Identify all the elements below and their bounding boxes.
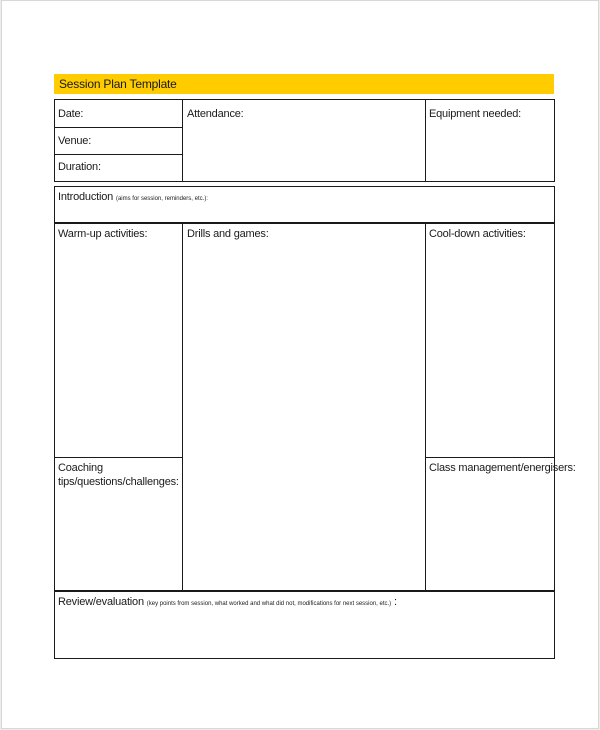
- warmup-bottom-line: [54, 457, 182, 458]
- review-hint: (key points from session, what worked and what did not, modifications for next session, etc.): [146, 601, 392, 607]
- activities-grid: [54, 223, 555, 591]
- class-management-label: Class management/energisers:: [429, 462, 576, 474]
- document-title: Session Plan Template: [59, 77, 177, 91]
- venue-label: Venue:: [58, 135, 92, 147]
- cooldown-label: Cool-down activities:: [429, 228, 526, 240]
- header-divider-1: [182, 99, 183, 182]
- review-label: [58, 595, 397, 611]
- activities-divider-1: [182, 223, 183, 591]
- title-bar: [54, 74, 554, 94]
- duration-label: Duration:: [58, 161, 101, 173]
- attendance-label: Attendance:: [187, 108, 244, 120]
- introduction-title: Introduction: [58, 191, 114, 203]
- document-page: [1, 0, 599, 729]
- drills-label: Drills and games:: [187, 228, 269, 240]
- review-suffix: :: [394, 596, 397, 608]
- coaching-label: Coaching tips/questions/challenges:: [58, 462, 179, 488]
- warmup-label: Warm-up activities:: [58, 228, 148, 240]
- header-row-line-2: [54, 154, 182, 155]
- introduction-hint: (aims for session, reminders, etc.):: [115, 196, 208, 202]
- introduction-label: [58, 190, 208, 206]
- header-row-line-1: [54, 127, 182, 128]
- equipment-label: Equipment needed:: [429, 108, 522, 120]
- date-label: Date:: [58, 108, 84, 120]
- activities-divider-2: [425, 223, 426, 591]
- cooldown-bottom-line: [425, 457, 555, 458]
- review-title: Review/evaluation: [58, 596, 144, 608]
- header-divider-2: [425, 99, 426, 182]
